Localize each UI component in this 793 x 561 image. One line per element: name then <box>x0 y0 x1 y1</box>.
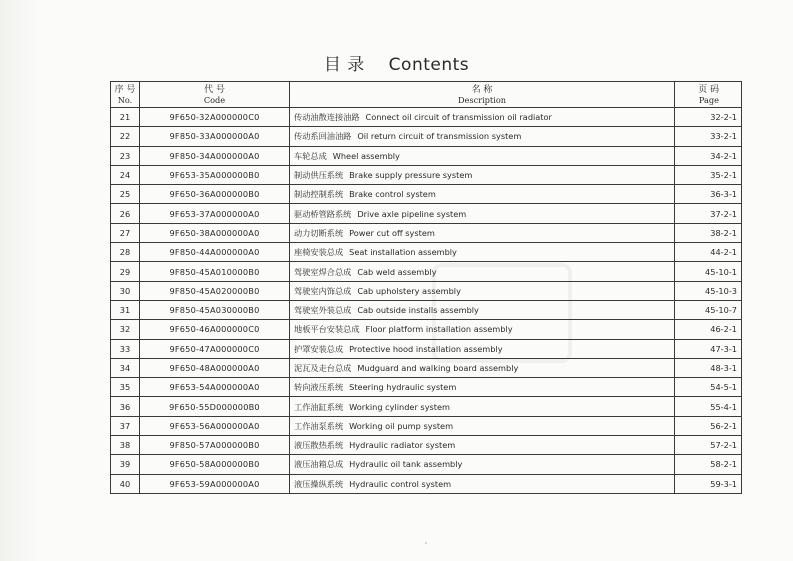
row-code: 9F653-59A000000A0 <box>140 474 290 493</box>
row-code: 9F650-46A000000C0 <box>140 320 290 339</box>
row-description <box>290 185 675 204</box>
row-code: 9F650-48A000000A0 <box>140 358 290 377</box>
row-code: 9F650-32A000000C0 <box>140 108 290 127</box>
row-description <box>290 204 675 223</box>
header-no <box>111 82 140 108</box>
row-page: 44-2-1 <box>675 243 742 262</box>
row-description-en: Hydraulic oil tank assembly <box>349 459 463 470</box>
row-description-en: Brake supply pressure system <box>349 170 473 181</box>
row-description-cn: 液压油箱总成 <box>294 459 344 470</box>
row-code: 9F650-55D000000B0 <box>140 397 290 416</box>
row-code: 9F653-35A000000B0 <box>140 165 290 184</box>
row-description-en: Floor platform installation assembly <box>365 324 513 335</box>
row-description <box>290 397 675 416</box>
row-description <box>290 300 675 319</box>
table-row <box>111 378 742 397</box>
row-number: 24 <box>111 165 140 184</box>
scan-speck <box>425 542 427 544</box>
row-description <box>290 358 675 377</box>
row-page: 34-2-1 <box>675 146 742 165</box>
row-description <box>290 146 675 165</box>
row-code: 9F850-34A000000A0 <box>140 146 290 165</box>
row-description-en: Hydraulic control system <box>349 478 452 489</box>
header-no-en: No. <box>117 94 133 105</box>
title-cn: 目 录 <box>323 55 365 75</box>
table-header-row <box>111 82 742 108</box>
row-description-cn: 驱动桥管路系统 <box>294 208 352 219</box>
row-description <box>290 223 675 242</box>
row-description-cn: 泥瓦及走台总成 <box>294 363 352 373</box>
row-description-cn: 传动油散连接油路 <box>294 112 360 123</box>
row-description <box>290 108 675 127</box>
header-page-cn: 页 码 <box>698 84 719 95</box>
table-row <box>111 185 742 204</box>
row-page: 45-10-7 <box>675 300 742 319</box>
row-description-cn: 驾驶室外装总成 <box>294 305 352 316</box>
row-description-cn: 制动控制系统 <box>294 189 344 200</box>
row-number: 28 <box>111 243 140 262</box>
header-code-cn: 代 号 <box>204 84 225 95</box>
header-no-cn: 序 号 <box>114 84 136 95</box>
table-row <box>111 397 742 416</box>
table-row <box>111 300 742 319</box>
row-code: 9F650-58A000000B0 <box>140 455 290 474</box>
row-description <box>290 455 675 474</box>
row-description-cn: 驾驶室焊合总成 <box>294 266 352 277</box>
row-page: 46-2-1 <box>675 320 742 339</box>
table-row <box>111 281 742 300</box>
header-page-en: Page <box>698 94 719 105</box>
row-description-cn: 动力切断系统 <box>294 227 344 238</box>
row-description <box>290 436 675 455</box>
table-row <box>111 358 742 377</box>
row-number: 39 <box>111 455 140 474</box>
row-description-en: Protective hood installation assembly <box>349 343 503 354</box>
row-description <box>290 127 675 146</box>
row-description-en: Cab outside installs assembly <box>357 305 479 316</box>
table-row <box>111 339 742 358</box>
row-number: 25 <box>111 185 140 204</box>
row-description-en: Working oil pump system <box>349 420 454 431</box>
row-code: 9F850-45A020000B0 <box>140 281 290 300</box>
row-page: 36-3-1 <box>675 185 742 204</box>
row-page: 56-2-1 <box>675 416 742 435</box>
page-edge-shadow <box>0 0 38 561</box>
row-number: 36 <box>111 397 140 416</box>
table-row <box>111 320 742 339</box>
contents-table <box>110 81 742 494</box>
table-row <box>111 108 742 127</box>
title-en: Contents <box>388 55 470 75</box>
row-description-en: Drive axle pipeline system <box>357 208 467 219</box>
row-description-cn: 传动系回油油路 <box>294 131 352 142</box>
row-code: 9F850-57A000000B0 <box>140 436 290 455</box>
row-description <box>290 262 675 281</box>
row-description <box>290 243 675 262</box>
table-row <box>111 243 742 262</box>
table-row <box>111 223 742 242</box>
row-number: 26 <box>111 204 140 223</box>
row-page: 47-3-1 <box>675 339 742 358</box>
row-page: 45-10-1 <box>675 262 742 281</box>
row-code: 9F653-56A000000A0 <box>140 416 290 435</box>
row-page: 48-3-1 <box>675 358 742 377</box>
row-description-en: Cab weld assembly <box>357 266 437 277</box>
header-code <box>140 82 290 108</box>
row-number: 21 <box>111 108 140 127</box>
row-page: 45-10-3 <box>675 281 742 300</box>
row-description-en: Power cut off system <box>349 227 435 238</box>
row-page: 35-2-1 <box>675 165 742 184</box>
row-page: 37-2-1 <box>675 204 742 223</box>
table-row <box>111 204 742 223</box>
table-row <box>111 436 742 455</box>
row-code: 9F650-47A000000C0 <box>140 339 290 358</box>
row-description-cn: 转向液压系统 <box>294 382 344 393</box>
row-number: 33 <box>111 339 140 358</box>
row-page: 58-2-1 <box>675 455 742 474</box>
header-code-en: Code <box>203 94 226 105</box>
row-description-cn: 液压散热系统 <box>294 440 344 451</box>
row-description-en: Steering hydraulic system <box>349 382 457 393</box>
row-description-cn: 制动供压系统 <box>294 170 344 181</box>
row-description-en: Seat installation assembly <box>349 247 457 258</box>
row-code: 9F650-38A000000A0 <box>140 223 290 242</box>
row-description-cn: 液压操纵系统 <box>294 478 344 489</box>
row-page: 33-2-1 <box>675 127 742 146</box>
table-row <box>111 165 742 184</box>
row-description <box>290 320 675 339</box>
row-page: 57-2-1 <box>675 436 742 455</box>
table-row <box>111 127 742 146</box>
row-page: 38-2-1 <box>675 223 742 242</box>
table-row <box>111 416 742 435</box>
row-description-cn: 工作油缸系统 <box>294 401 344 412</box>
row-number: 23 <box>111 146 140 165</box>
row-number: 27 <box>111 223 140 242</box>
row-number: 37 <box>111 416 140 435</box>
row-description-cn: 地板平台安装总成 <box>294 324 360 335</box>
row-description <box>290 165 675 184</box>
row-code: 9F850-44A000000A0 <box>140 243 290 262</box>
row-description <box>290 281 675 300</box>
header-description <box>290 82 675 108</box>
row-code: 9F850-33A000000A0 <box>140 127 290 146</box>
row-description-en: Working cylinder system <box>349 401 451 412</box>
row-description-cn: 车轮总成 <box>294 150 327 161</box>
page-title <box>0 50 793 75</box>
row-number: 32 <box>111 320 140 339</box>
header-page <box>675 82 742 108</box>
row-description-en: Oil return circuit of transmission system <box>357 131 522 142</box>
row-description <box>290 416 675 435</box>
row-description-en: Brake control system <box>349 189 436 200</box>
row-description-cn: 座椅安装总成 <box>294 247 344 258</box>
row-number: 29 <box>111 262 140 281</box>
table-row <box>111 474 742 493</box>
header-desc-cn: 名 称 <box>471 84 493 95</box>
header-desc-en: Description <box>457 94 507 105</box>
row-description-cn: 驾驶室内饰总成 <box>294 285 352 296</box>
row-code: 9F650-36A000000B0 <box>140 185 290 204</box>
row-number: 34 <box>111 358 140 377</box>
row-number: 30 <box>111 281 140 300</box>
table-row <box>111 262 742 281</box>
row-number: 38 <box>111 436 140 455</box>
table-row <box>111 146 742 165</box>
row-code: 9F653-54A000000A0 <box>140 378 290 397</box>
row-description-en: Connect oil circuit of transmission oil radiator <box>365 112 552 123</box>
table-body <box>111 108 742 494</box>
row-page: 54-5-1 <box>675 378 742 397</box>
row-description <box>290 378 675 397</box>
row-description <box>290 474 675 493</box>
table-row <box>111 455 742 474</box>
row-code: 9F850-45A010000B0 <box>140 262 290 281</box>
row-page: 32-2-1 <box>675 108 742 127</box>
row-description-cn: 工作油泵系统 <box>294 420 344 431</box>
row-number: 31 <box>111 300 140 319</box>
row-number: 22 <box>111 127 140 146</box>
row-description-cn: 护罩安装总成 <box>294 343 344 354</box>
row-description-en: Wheel assembly <box>332 150 400 161</box>
row-page: 59-3-1 <box>675 474 742 493</box>
row-code: 9F850-45A030000B0 <box>140 300 290 319</box>
row-description-en: Mudguard and walking board assembly <box>357 363 519 373</box>
row-number: 40 <box>111 474 140 493</box>
row-number: 35 <box>111 378 140 397</box>
row-description <box>290 339 675 358</box>
row-description-en: Hydraulic radiator system <box>349 440 456 451</box>
row-page: 55-4-1 <box>675 397 742 416</box>
row-code: 9F653-37A000000A0 <box>140 204 290 223</box>
row-description-en: Cab upholstery assembly <box>357 285 461 296</box>
